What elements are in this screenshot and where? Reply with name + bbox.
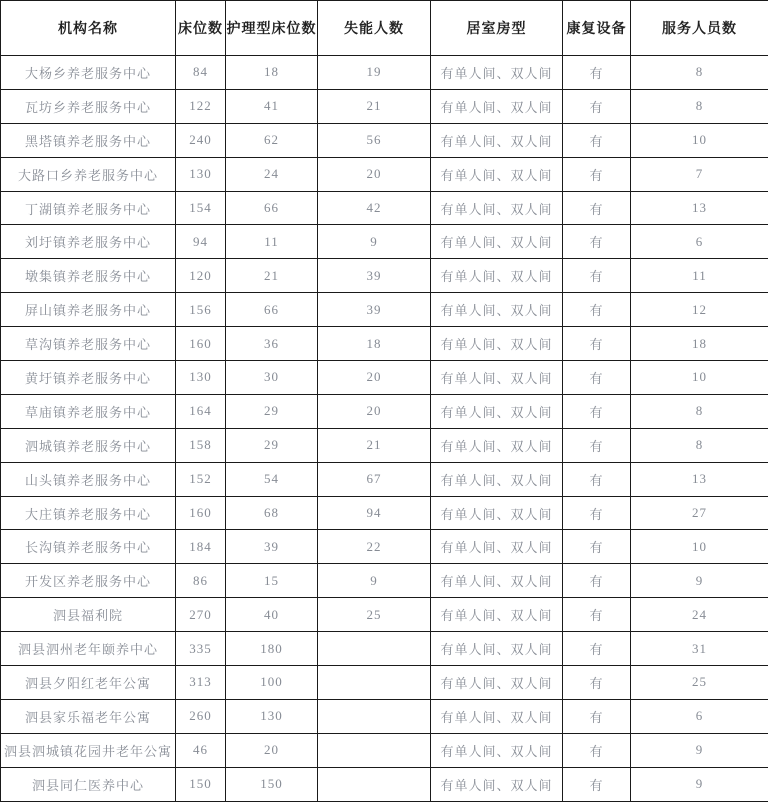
cell-org-name: 大路口乡养老服务中心 — [1, 157, 176, 191]
cell-beds: 335 — [176, 632, 226, 666]
table-row — [1, 564, 768, 598]
cell-nursing-beds: 54 — [226, 462, 318, 496]
cell-beds: 164 — [176, 394, 226, 428]
cell-org-name: 大杨乡养老服务中心 — [1, 56, 176, 90]
cell-room-type: 有单人间、双人间 — [431, 632, 563, 666]
cell-org-name: 瓦坊乡养老服务中心 — [1, 89, 176, 123]
cell-rehab-equipment: 有 — [563, 259, 631, 293]
cell-nursing-beds: 20 — [226, 733, 318, 767]
cell-beds: 120 — [176, 259, 226, 293]
cell-rehab-equipment: 有 — [563, 225, 631, 259]
cell-disabled-count: 21 — [318, 89, 431, 123]
cell-room-type: 有单人间、双人间 — [431, 361, 563, 395]
table-body — [1, 56, 768, 802]
cell-nursing-beds: 68 — [226, 496, 318, 530]
cell-beds: 122 — [176, 89, 226, 123]
cell-disabled-count: 21 — [318, 428, 431, 462]
cell-nursing-beds: 24 — [226, 157, 318, 191]
cell-rehab-equipment: 有 — [563, 89, 631, 123]
cell-rehab-equipment: 有 — [563, 598, 631, 632]
cell-rehab-equipment: 有 — [563, 361, 631, 395]
table-row — [1, 767, 768, 801]
cell-staff-count: 31 — [631, 632, 768, 666]
cell-staff-count: 10 — [631, 123, 768, 157]
cell-rehab-equipment: 有 — [563, 666, 631, 700]
cell-beds: 158 — [176, 428, 226, 462]
table-row — [1, 598, 768, 632]
column-header-staff-count: 服务人员数 — [631, 1, 768, 56]
cell-rehab-equipment: 有 — [563, 699, 631, 733]
cell-beds: 150 — [176, 767, 226, 801]
table-row — [1, 191, 768, 225]
cell-staff-count: 9 — [631, 733, 768, 767]
cell-org-name: 开发区养老服务中心 — [1, 564, 176, 598]
cell-staff-count: 7 — [631, 157, 768, 191]
cell-beds: 152 — [176, 462, 226, 496]
cell-rehab-equipment: 有 — [563, 191, 631, 225]
cell-nursing-beds: 11 — [226, 225, 318, 259]
cell-org-name: 草沟镇养老服务中心 — [1, 327, 176, 361]
cell-nursing-beds: 40 — [226, 598, 318, 632]
table-row — [1, 123, 768, 157]
cell-rehab-equipment: 有 — [563, 530, 631, 564]
cell-org-name: 丁湖镇养老服务中心 — [1, 191, 176, 225]
column-header-rehab-equipment: 康复设备 — [563, 1, 631, 56]
cell-staff-count: 25 — [631, 666, 768, 700]
table-row — [1, 259, 768, 293]
cell-disabled-count: 39 — [318, 293, 431, 327]
cell-room-type: 有单人间、双人间 — [431, 733, 563, 767]
table-row — [1, 733, 768, 767]
cell-disabled-count: 18 — [318, 327, 431, 361]
cell-beds: 130 — [176, 157, 226, 191]
cell-disabled-count: 56 — [318, 123, 431, 157]
table-row — [1, 327, 768, 361]
cell-room-type: 有单人间、双人间 — [431, 89, 563, 123]
cell-org-name: 泗县同仁医养中心 — [1, 767, 176, 801]
cell-rehab-equipment: 有 — [563, 293, 631, 327]
cell-nursing-beds: 180 — [226, 632, 318, 666]
cell-room-type: 有单人间、双人间 — [431, 666, 563, 700]
column-header-nursing-beds: 护理型床位数 — [226, 1, 318, 56]
cell-nursing-beds: 15 — [226, 564, 318, 598]
cell-room-type: 有单人间、双人间 — [431, 293, 563, 327]
cell-rehab-equipment: 有 — [563, 767, 631, 801]
cell-org-name: 泗县泗城镇花园井老年公寓 — [1, 733, 176, 767]
cell-beds: 260 — [176, 699, 226, 733]
cell-nursing-beds: 66 — [226, 293, 318, 327]
cell-org-name: 黑塔镇养老服务中心 — [1, 123, 176, 157]
cell-room-type: 有单人间、双人间 — [431, 157, 563, 191]
cell-room-type: 有单人间、双人间 — [431, 496, 563, 530]
cell-room-type: 有单人间、双人间 — [431, 462, 563, 496]
cell-beds: 156 — [176, 293, 226, 327]
cell-room-type: 有单人间、双人间 — [431, 327, 563, 361]
cell-staff-count: 6 — [631, 225, 768, 259]
cell-org-name: 长沟镇养老服务中心 — [1, 530, 176, 564]
cell-disabled-count: 9 — [318, 564, 431, 598]
cell-nursing-beds: 21 — [226, 259, 318, 293]
cell-room-type: 有单人间、双人间 — [431, 56, 563, 90]
cell-nursing-beds: 39 — [226, 530, 318, 564]
cell-disabled-count: 9 — [318, 225, 431, 259]
cell-staff-count: 12 — [631, 293, 768, 327]
cell-disabled-count: 19 — [318, 56, 431, 90]
cell-room-type: 有单人间、双人间 — [431, 259, 563, 293]
cell-org-name: 泗县夕阳红老年公寓 — [1, 666, 176, 700]
table-row — [1, 157, 768, 191]
table-row — [1, 699, 768, 733]
table-row — [1, 428, 768, 462]
cell-org-name: 山头镇养老服务中心 — [1, 462, 176, 496]
table-header-row — [1, 1, 768, 56]
column-header-disabled-count: 失能人数 — [318, 1, 431, 56]
cell-staff-count: 6 — [631, 699, 768, 733]
cell-staff-count: 27 — [631, 496, 768, 530]
table-row — [1, 56, 768, 90]
cell-room-type: 有单人间、双人间 — [431, 564, 563, 598]
cell-disabled-count — [318, 632, 431, 666]
cell-staff-count: 9 — [631, 564, 768, 598]
cell-room-type: 有单人间、双人间 — [431, 530, 563, 564]
table-row — [1, 530, 768, 564]
cell-beds: 313 — [176, 666, 226, 700]
cell-disabled-count — [318, 767, 431, 801]
cell-beds: 46 — [176, 733, 226, 767]
cell-nursing-beds: 36 — [226, 327, 318, 361]
cell-room-type: 有单人间、双人间 — [431, 428, 563, 462]
cell-disabled-count — [318, 699, 431, 733]
cell-disabled-count — [318, 733, 431, 767]
cell-room-type: 有单人间、双人间 — [431, 191, 563, 225]
cell-beds: 84 — [176, 56, 226, 90]
cell-staff-count: 9 — [631, 767, 768, 801]
cell-org-name: 刘圩镇养老服务中心 — [1, 225, 176, 259]
cell-staff-count: 13 — [631, 191, 768, 225]
table-row — [1, 632, 768, 666]
cell-nursing-beds: 66 — [226, 191, 318, 225]
cell-disabled-count: 20 — [318, 157, 431, 191]
cell-rehab-equipment: 有 — [563, 496, 631, 530]
cell-staff-count: 8 — [631, 56, 768, 90]
cell-staff-count: 10 — [631, 361, 768, 395]
cell-room-type: 有单人间、双人间 — [431, 394, 563, 428]
table-row — [1, 462, 768, 496]
column-header-room-type: 居室房型 — [431, 1, 563, 56]
cell-nursing-beds: 30 — [226, 361, 318, 395]
cell-disabled-count — [318, 666, 431, 700]
cell-staff-count: 24 — [631, 598, 768, 632]
cell-org-name: 大庄镇养老服务中心 — [1, 496, 176, 530]
cell-staff-count: 10 — [631, 530, 768, 564]
cell-nursing-beds: 41 — [226, 89, 318, 123]
cell-room-type: 有单人间、双人间 — [431, 598, 563, 632]
cell-org-name: 泗县泗州老年颐养中心 — [1, 632, 176, 666]
table-row — [1, 496, 768, 530]
cell-org-name: 泗城镇养老服务中心 — [1, 428, 176, 462]
cell-disabled-count: 39 — [318, 259, 431, 293]
cell-room-type: 有单人间、双人间 — [431, 225, 563, 259]
cell-room-type: 有单人间、双人间 — [431, 767, 563, 801]
cell-disabled-count: 67 — [318, 462, 431, 496]
cell-org-name: 泗县福利院 — [1, 598, 176, 632]
cell-disabled-count: 42 — [318, 191, 431, 225]
cell-beds: 94 — [176, 225, 226, 259]
cell-rehab-equipment: 有 — [563, 157, 631, 191]
cell-org-name: 泗县家乐福老年公寓 — [1, 699, 176, 733]
cell-nursing-beds: 18 — [226, 56, 318, 90]
cell-beds: 270 — [176, 598, 226, 632]
table-row — [1, 666, 768, 700]
cell-staff-count: 13 — [631, 462, 768, 496]
cell-staff-count: 11 — [631, 259, 768, 293]
cell-nursing-beds: 29 — [226, 394, 318, 428]
cell-disabled-count: 25 — [318, 598, 431, 632]
cell-beds: 160 — [176, 496, 226, 530]
cell-room-type: 有单人间、双人间 — [431, 699, 563, 733]
cell-rehab-equipment: 有 — [563, 327, 631, 361]
cell-beds: 86 — [176, 564, 226, 598]
cell-staff-count: 18 — [631, 327, 768, 361]
cell-beds: 154 — [176, 191, 226, 225]
table-row — [1, 225, 768, 259]
cell-rehab-equipment: 有 — [563, 632, 631, 666]
cell-rehab-equipment: 有 — [563, 733, 631, 767]
cell-rehab-equipment: 有 — [563, 123, 631, 157]
cell-disabled-count: 20 — [318, 394, 431, 428]
cell-org-name: 草庙镇养老服务中心 — [1, 394, 176, 428]
cell-disabled-count: 20 — [318, 361, 431, 395]
cell-room-type: 有单人间、双人间 — [431, 123, 563, 157]
table-row — [1, 293, 768, 327]
cell-beds: 240 — [176, 123, 226, 157]
cell-disabled-count: 22 — [318, 530, 431, 564]
cell-nursing-beds: 29 — [226, 428, 318, 462]
table-row — [1, 394, 768, 428]
cell-staff-count: 8 — [631, 89, 768, 123]
cell-nursing-beds: 62 — [226, 123, 318, 157]
table-row — [1, 89, 768, 123]
cell-nursing-beds: 130 — [226, 699, 318, 733]
cell-org-name: 屏山镇养老服务中心 — [1, 293, 176, 327]
cell-rehab-equipment: 有 — [563, 462, 631, 496]
cell-rehab-equipment: 有 — [563, 394, 631, 428]
column-header-beds: 床位数 — [176, 1, 226, 56]
cell-org-name: 黄圩镇养老服务中心 — [1, 361, 176, 395]
cell-disabled-count: 94 — [318, 496, 431, 530]
cell-beds: 130 — [176, 361, 226, 395]
cell-rehab-equipment: 有 — [563, 428, 631, 462]
cell-staff-count: 8 — [631, 428, 768, 462]
table-row — [1, 361, 768, 395]
cell-rehab-equipment: 有 — [563, 564, 631, 598]
table-header — [1, 1, 768, 56]
cell-staff-count: 8 — [631, 394, 768, 428]
cell-beds: 160 — [176, 327, 226, 361]
cell-rehab-equipment: 有 — [563, 56, 631, 90]
cell-nursing-beds: 150 — [226, 767, 318, 801]
cell-nursing-beds: 100 — [226, 666, 318, 700]
column-header-org-name: 机构名称 — [1, 1, 176, 56]
cell-beds: 184 — [176, 530, 226, 564]
cell-org-name: 墩集镇养老服务中心 — [1, 259, 176, 293]
